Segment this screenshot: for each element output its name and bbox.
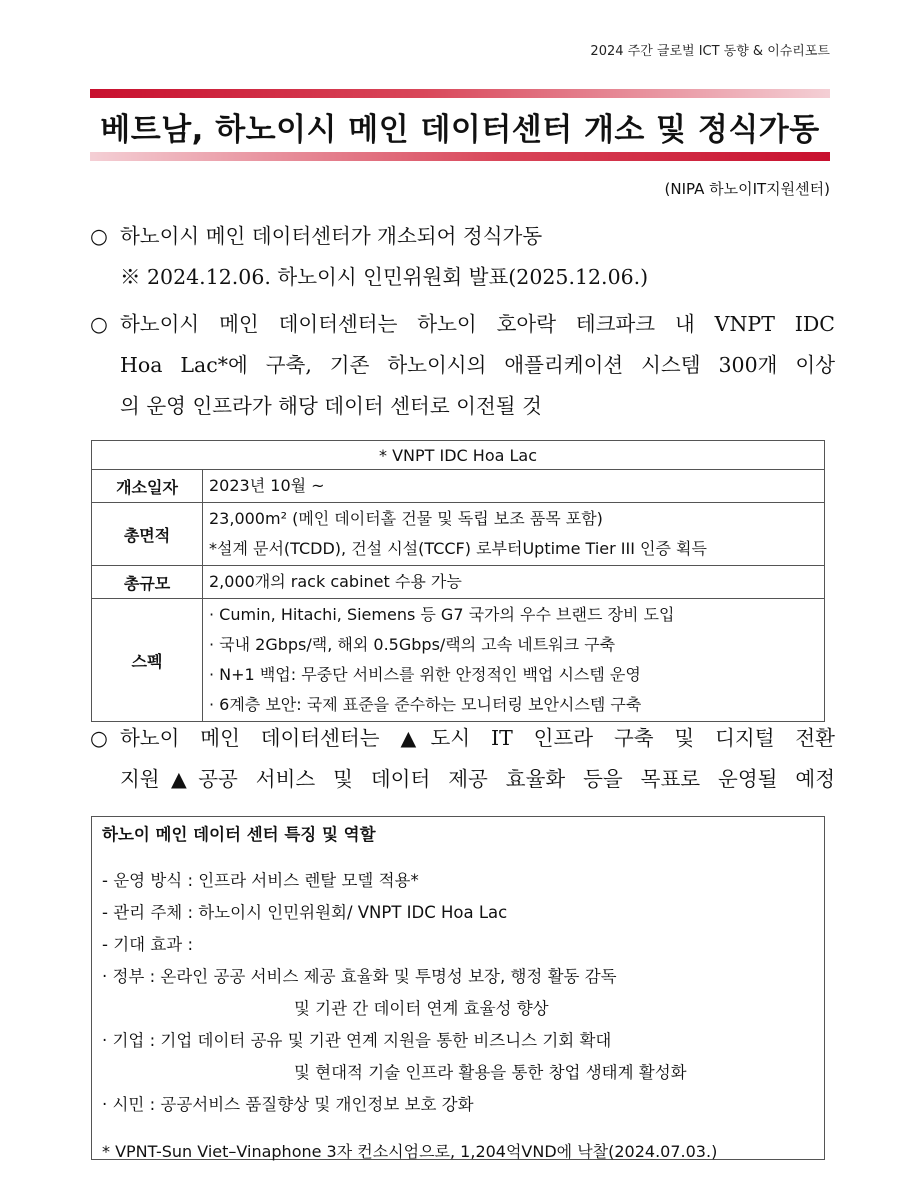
feature-business-line-2: 및 현대적 기술 인프라 활용을 통한 창업 생태계 활성화 <box>294 1063 687 1082</box>
title-bottom-bar <box>90 152 830 161</box>
spec-item: · 6계층 보안: 국제 표준을 준수하는 모니터링 보안시스템 구축 <box>209 695 642 714</box>
spec-row-specs <box>92 599 825 722</box>
paragraph-2-line-3: 의 운영 인프라가 해당 데이터 센터로 이전될 것 <box>120 394 542 418</box>
spec-label-total-scale: 총규모 <box>92 566 203 599</box>
paragraph-3-line-1: 하노이 메인 데이터센터는 ▲도시 IT 인프라 구축 및 디지털 전환 <box>120 726 835 750</box>
circle-bullet-icon: ○ <box>90 224 108 248</box>
feature-expected-effects: - 기대 효과 : <box>102 935 194 954</box>
spec-item: · N+1 백업: 무중단 서비스를 위한 안정적인 백업 시스템 운영 <box>209 665 641 684</box>
feature-box <box>91 816 825 1160</box>
feature-box-title: 하노이 메인 데이터 센터 특징 및 역할 <box>102 825 376 844</box>
feature-government-line-1: · 정부 : 온라인 공공 서비스 제공 효율화 및 투명성 보장, 행정 활동 감독 <box>102 967 617 986</box>
circle-bullet-icon: ○ <box>90 312 108 336</box>
spec-item: · 국내 2Gbps/랙, 해외 0.5Gbps/랙의 고속 네트워크 구축 <box>209 635 616 654</box>
feature-government-line-2: 및 기관 간 데이터 연계 효율성 향상 <box>294 999 549 1018</box>
paragraph-1 <box>90 216 835 298</box>
spec-table-caption: * VNPT IDC Hoa Lac <box>92 441 825 470</box>
spec-label-specs: 스펙 <box>92 599 203 722</box>
spec-label-opening-date: 개소일자 <box>92 470 203 503</box>
spec-value-specs <box>203 599 825 722</box>
paragraph-3 <box>90 718 835 800</box>
paragraph-2-line-1: 하노이시 메인 데이터센터는 하노이 호아락 테크파크 내 VNPT IDC <box>120 312 835 336</box>
title-top-bar <box>90 89 830 98</box>
spec-value-opening-date: 2023년 10월 ~ <box>203 470 825 503</box>
paragraph-3-line-2: 지원▲공공 서비스 및 데이터 제공 효율화 등을 목표로 운영될 예정 <box>120 767 835 791</box>
spec-item: · Cumin, Hitachi, Siemens 등 G7 국가의 우수 브랜드 장비 도입 <box>209 605 675 624</box>
report-label: 2024 주간 글로벌 ICT 동향 & 이슈리포트 <box>590 44 830 59</box>
paragraph-2 <box>90 304 835 427</box>
page-title: 베트남, 하노이시 메인 데이터센터 개소 및 정식가동 <box>100 112 820 148</box>
spec-table-caption-row <box>92 441 825 470</box>
feature-manager: - 관리 주체 : 하노이시 인민위원회/ VNPT IDC Hoa Lac <box>102 903 508 922</box>
source-label: (NIPA 하노이IT지원센터) <box>664 180 830 198</box>
feature-operation-method: - 운영 방식 : 인프라 서비스 렌탈 모델 적용* <box>102 871 419 890</box>
feature-footnote: * VPNT-Sun Viet–Vinaphone 3자 컨소시엄으로, 1,204억VND에 낙찰(2024.07.03.) <box>102 1142 718 1161</box>
spec-value-total-area <box>203 503 825 566</box>
paragraph-1-note: ※ 2024.12.06. 하노이시 인민위원회 발표(2025.12.06.) <box>120 265 649 289</box>
spec-row-total-area <box>92 503 825 566</box>
feature-business-line-1: · 기업 : 기업 데이터 공유 및 기관 연계 지원을 통한 비즈니스 기회 확대 <box>102 1031 612 1050</box>
paragraph-2-line-2: Hoa Lac*에 구축, 기존 하노이시의 애플리케이션 시스템 300개 이상 <box>120 353 835 377</box>
spec-table <box>91 440 825 722</box>
spec-label-total-area: 총면적 <box>92 503 203 566</box>
spec-value-total-scale: 2,000개의 rack cabinet 수용 가능 <box>203 566 825 599</box>
spec-area-line: 23,000m² (메인 데이터홀 건물 및 독립 보조 품목 포함) <box>209 509 603 528</box>
spec-row-total-scale <box>92 566 825 599</box>
paragraph-1-line-1: 하노이시 메인 데이터센터가 개소되어 정식가동 <box>120 224 543 248</box>
feature-citizen: · 시민 : 공공서비스 품질향상 및 개인정보 보호 강화 <box>102 1095 474 1114</box>
spec-row-opening-date <box>92 470 825 503</box>
spec-certification-line: *설계 문서(TCDD), 건설 시설(TCCF) 로부터Uptime Tier III 인증 획득 <box>209 539 707 558</box>
circle-bullet-icon: ○ <box>90 726 108 750</box>
